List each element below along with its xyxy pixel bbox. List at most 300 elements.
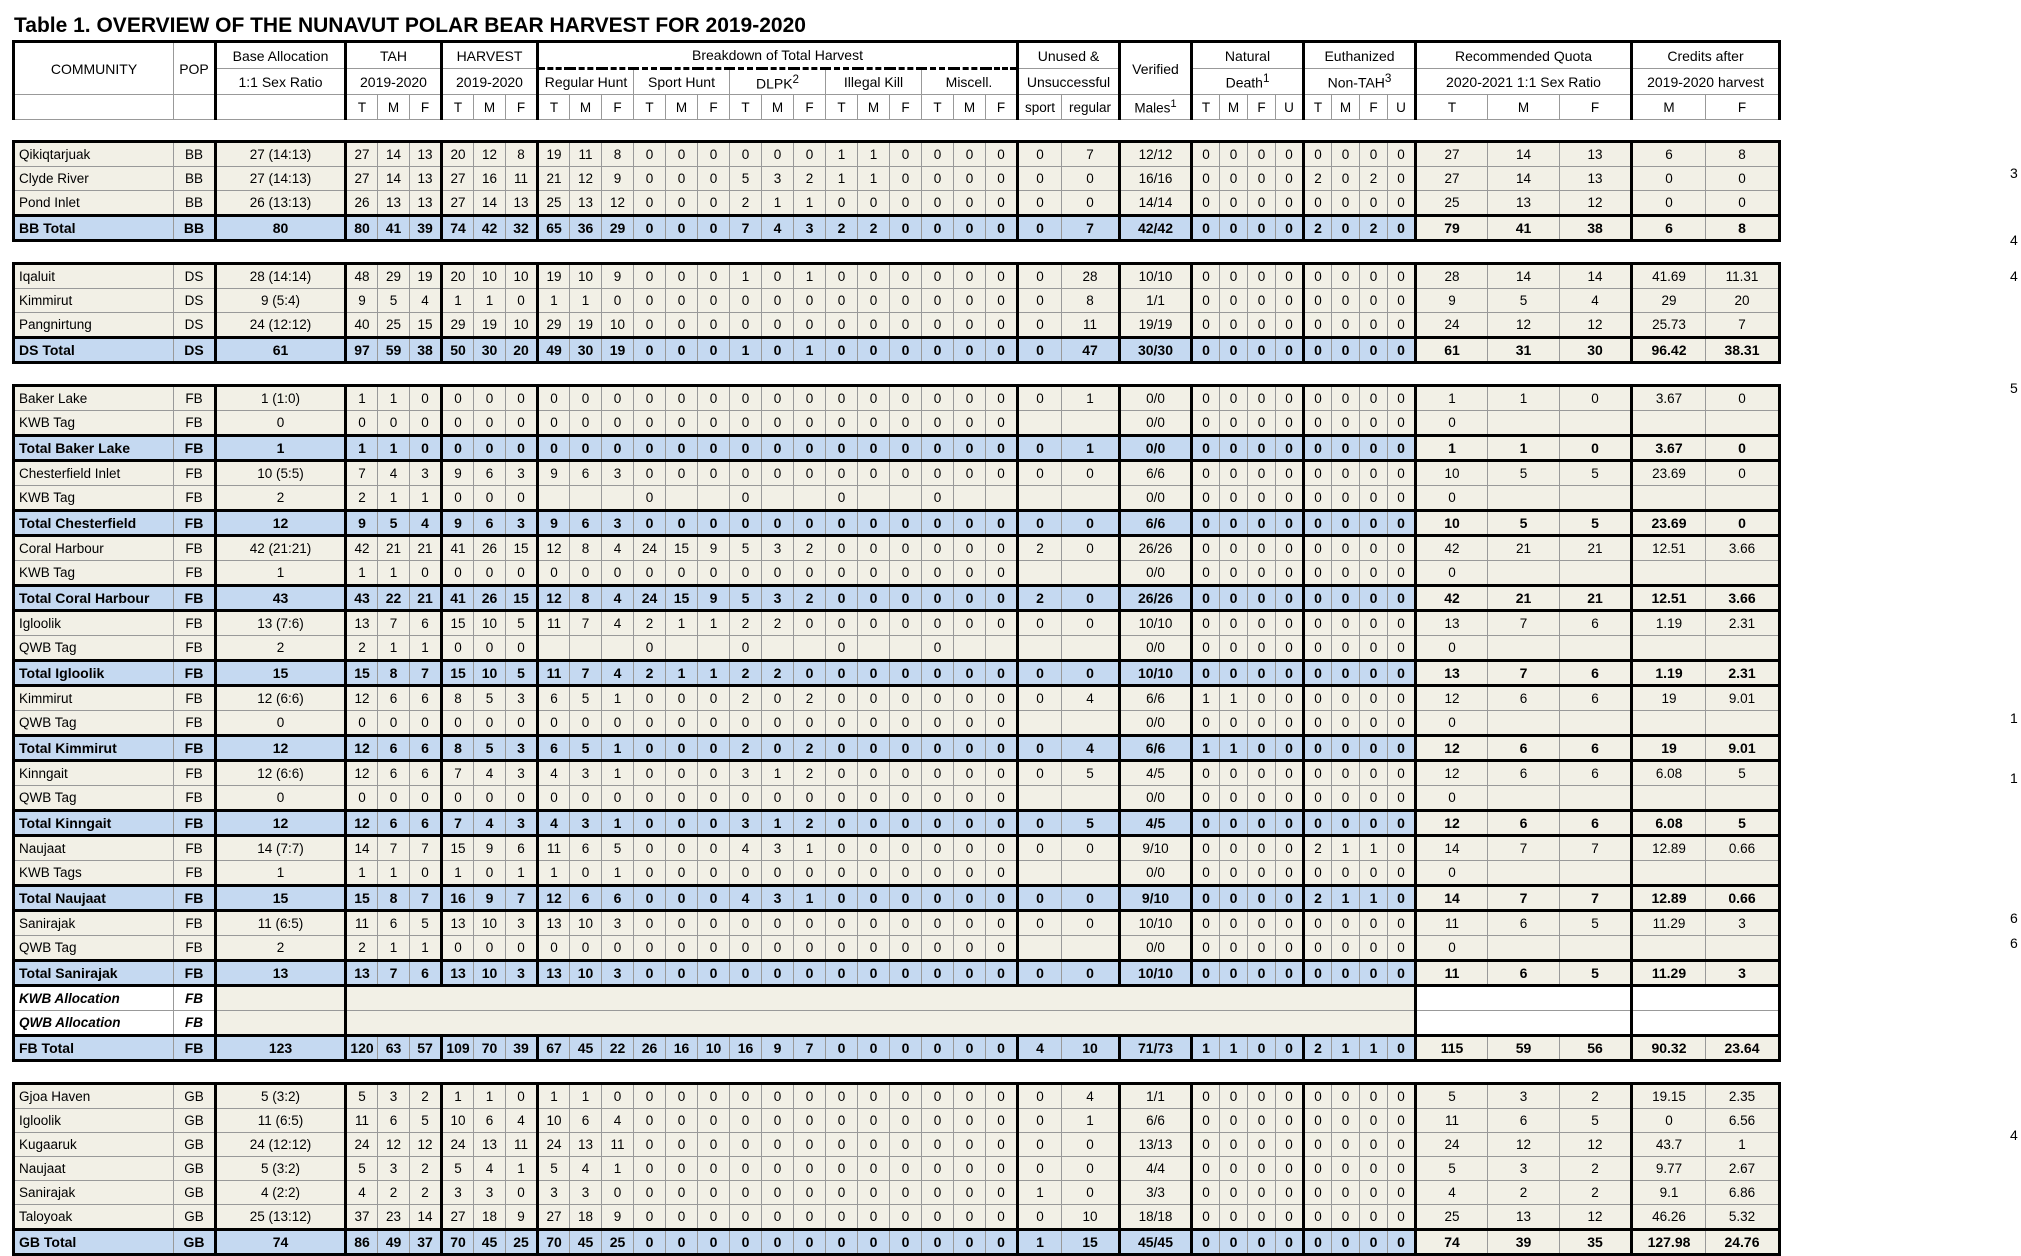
table-row xyxy=(14,289,1780,313)
value-cell: 0 xyxy=(474,786,506,811)
value-cell: 0 xyxy=(986,911,1018,936)
value-cell: 0 xyxy=(1248,1084,1276,1109)
subheader-cell: F xyxy=(1706,95,1780,120)
value-cell: 0 xyxy=(1192,911,1220,936)
value-cell: 6 xyxy=(538,686,570,711)
value-cell: 3 xyxy=(538,1181,570,1205)
value-cell: 30 xyxy=(1560,338,1632,363)
value-cell: 0 xyxy=(698,289,730,313)
value-cell xyxy=(1062,711,1120,736)
value-cell: 1 xyxy=(602,811,634,836)
value-cell: 3 xyxy=(506,511,538,536)
value-cell: 4 xyxy=(474,1157,506,1181)
value-cell: 0 xyxy=(922,686,954,711)
value-cell: 13/13 xyxy=(1120,1133,1192,1157)
value-cell: 0 xyxy=(1332,167,1360,191)
header-harvest-2: 2019-2020 xyxy=(442,69,538,95)
value-cell: 2 xyxy=(634,611,666,636)
value-cell xyxy=(1488,561,1560,586)
value-cell: 46.26 xyxy=(1632,1205,1706,1230)
value-cell: 0 xyxy=(794,711,826,736)
value-cell: 1 xyxy=(538,289,570,313)
value-cell: 0 xyxy=(1332,1230,1360,1255)
pop-cell: BB xyxy=(174,191,216,216)
value-cell: 0 xyxy=(1304,511,1332,536)
value-cell: 0 xyxy=(922,586,954,611)
value-cell: 0 xyxy=(1304,191,1332,216)
value-cell: 0 xyxy=(954,216,986,241)
value-cell: 0 xyxy=(1304,1181,1332,1205)
value-cell xyxy=(1632,786,1706,811)
pop-cell: FB xyxy=(174,736,216,761)
value-cell: 0 xyxy=(666,861,698,886)
value-cell: 0 xyxy=(826,786,858,811)
value-cell: 0 xyxy=(1220,961,1248,986)
value-cell: 9.1 xyxy=(1632,1181,1706,1205)
value-cell: 9 xyxy=(346,511,378,536)
value-cell: 0 xyxy=(1332,711,1360,736)
value-cell: 48 xyxy=(346,264,378,289)
value-cell: 0 xyxy=(1332,511,1360,536)
value-cell: 9 xyxy=(506,1205,538,1230)
value-cell: 1 xyxy=(378,861,410,886)
value-cell: 0 xyxy=(762,338,794,363)
value-cell: 31 xyxy=(1488,338,1560,363)
value-cell: 2 xyxy=(346,636,378,661)
value-cell: 0 xyxy=(666,289,698,313)
value-cell: 25 xyxy=(378,313,410,338)
value-cell: 0 xyxy=(474,936,506,961)
value-cell: 42 xyxy=(474,216,506,241)
value-cell: 6 xyxy=(378,736,410,761)
value-cell: 3 xyxy=(762,586,794,611)
value-cell: 7 xyxy=(794,1036,826,1061)
value-cell: 0 xyxy=(1018,886,1062,911)
value-cell: 29 xyxy=(1632,289,1706,313)
value-cell: 13 xyxy=(346,961,378,986)
value-cell: 0 xyxy=(634,861,666,886)
value-cell: 9 xyxy=(442,461,474,486)
value-cell: 0 xyxy=(1388,761,1416,786)
value-cell: 1 xyxy=(794,338,826,363)
value-cell: 0 xyxy=(986,1157,1018,1181)
value-cell: 0 xyxy=(730,786,762,811)
value-cell: 1 xyxy=(378,936,410,961)
value-cell: 3 xyxy=(506,461,538,486)
value-cell: 1 xyxy=(1062,386,1120,411)
value-cell: 0 xyxy=(1276,936,1304,961)
value-cell: 0 xyxy=(698,786,730,811)
value-cell: 0 xyxy=(794,611,826,636)
value-cell: 0 xyxy=(1248,511,1276,536)
value-cell: 0 xyxy=(954,536,986,561)
table-row xyxy=(14,191,1780,216)
value-cell: 8 xyxy=(602,142,634,167)
value-cell: 0 xyxy=(794,313,826,338)
value-cell: 42 xyxy=(1416,586,1488,611)
value-cell: 0 xyxy=(1018,191,1062,216)
value-cell: 10 xyxy=(1062,1205,1120,1230)
value-cell: 0 xyxy=(1332,911,1360,936)
value-cell xyxy=(698,486,730,511)
value-cell: 2.31 xyxy=(1706,661,1780,686)
value-cell: 0 xyxy=(1332,611,1360,636)
value-cell: 2 xyxy=(826,216,858,241)
value-cell: 0 xyxy=(1018,1205,1062,1230)
value-cell: 0 xyxy=(922,711,954,736)
value-cell: 6 xyxy=(410,761,442,786)
value-cell xyxy=(1018,936,1062,961)
value-cell: 0 xyxy=(1220,191,1248,216)
value-cell: 0 xyxy=(570,386,602,411)
value-cell: 15 xyxy=(216,661,346,686)
community-cell: Total Sanirajak xyxy=(14,961,174,986)
value-cell: 11 xyxy=(346,911,378,936)
value-cell: 0 xyxy=(794,1109,826,1133)
community-cell: Total Igloolik xyxy=(14,661,174,686)
value-cell: 0 xyxy=(1304,936,1332,961)
value-cell: 0 xyxy=(1018,761,1062,786)
value-cell: 0 xyxy=(954,191,986,216)
value-cell: 6 xyxy=(1488,686,1560,711)
value-cell: 0 xyxy=(922,411,954,436)
value-cell: 3 xyxy=(570,761,602,786)
value-cell: 13 xyxy=(410,191,442,216)
value-cell: 3 xyxy=(506,686,538,711)
value-cell: 0 xyxy=(890,861,922,886)
value-cell: 0 xyxy=(986,661,1018,686)
header-pop: POP xyxy=(174,42,216,95)
subheader-cell: regular xyxy=(1062,95,1120,120)
value-cell: 0 xyxy=(634,1205,666,1230)
value-cell: 61 xyxy=(216,338,346,363)
value-cell xyxy=(1062,411,1120,436)
value-cell: 0 xyxy=(858,264,890,289)
value-cell: 0 xyxy=(634,686,666,711)
value-cell: 0 xyxy=(890,167,922,191)
value-cell: 0 xyxy=(890,1084,922,1109)
value-cell: 0.66 xyxy=(1706,836,1780,861)
value-cell: 24.76 xyxy=(1706,1230,1780,1255)
value-cell xyxy=(1018,786,1062,811)
value-cell: 0 xyxy=(1332,1133,1360,1157)
value-cell: 23.69 xyxy=(1632,511,1706,536)
value-cell: 0 xyxy=(1360,511,1388,536)
community-cell: Iqaluit xyxy=(14,264,174,289)
value-cell: 0 xyxy=(730,1109,762,1133)
subheader-cell: M xyxy=(474,95,506,120)
value-cell: 19.15 xyxy=(1632,1084,1706,1109)
value-cell: 0 xyxy=(1304,1084,1332,1109)
value-cell: 97 xyxy=(346,338,378,363)
value-cell: 0 xyxy=(954,686,986,711)
value-cell: 0 xyxy=(634,216,666,241)
value-cell: 0 xyxy=(1304,586,1332,611)
value-cell: 2 xyxy=(1304,216,1332,241)
value-cell: 21 xyxy=(1560,536,1632,561)
value-cell: 2 xyxy=(730,686,762,711)
value-cell: 0 xyxy=(922,911,954,936)
value-cell: 25 xyxy=(1416,191,1488,216)
header-miscell: Miscell. xyxy=(922,69,1018,95)
value-cell: 0 xyxy=(1360,861,1388,886)
value-cell: 0 xyxy=(1248,411,1276,436)
value-cell: 109 xyxy=(442,1036,474,1061)
value-cell: 3 xyxy=(794,216,826,241)
value-cell: 0 xyxy=(794,1084,826,1109)
allocation-quota-blank xyxy=(1416,1011,1632,1036)
value-cell: 0 xyxy=(666,386,698,411)
value-cell: 10 xyxy=(474,611,506,636)
value-cell: 0 xyxy=(826,313,858,338)
table-row xyxy=(14,636,1780,661)
subheader-cell: F xyxy=(794,95,826,120)
value-cell: 2 xyxy=(730,611,762,636)
header-base-allocation-2: 1:1 Sex Ratio xyxy=(216,69,346,95)
value-cell: 5 xyxy=(1488,461,1560,486)
value-cell: 3 xyxy=(1488,1084,1560,1109)
value-cell: 0 xyxy=(890,886,922,911)
value-cell: 15 xyxy=(346,886,378,911)
value-cell: 12 xyxy=(1560,1205,1632,1230)
total-row xyxy=(14,511,1780,536)
value-cell: 0 xyxy=(986,736,1018,761)
value-cell: 4 xyxy=(474,811,506,836)
value-cell: 0 xyxy=(442,786,474,811)
value-cell: 1 xyxy=(538,1084,570,1109)
value-cell: 0 xyxy=(1248,313,1276,338)
value-cell: 0 xyxy=(1332,661,1360,686)
header-breakdown: Breakdown of Total Harvest xyxy=(538,42,1018,69)
value-cell: 0 xyxy=(890,836,922,861)
value-cell: 4 xyxy=(1018,1036,1062,1061)
value-cell: 5 xyxy=(410,911,442,936)
value-cell: 0 xyxy=(986,264,1018,289)
value-cell: 0 xyxy=(954,461,986,486)
value-cell: 0 xyxy=(698,886,730,911)
value-cell: 0 xyxy=(730,1181,762,1205)
value-cell: 0 xyxy=(826,611,858,636)
value-cell: 0 xyxy=(1192,338,1220,363)
value-cell xyxy=(762,636,794,661)
value-cell: 0 xyxy=(1192,142,1220,167)
value-cell: 0 xyxy=(794,142,826,167)
value-cell: 0 xyxy=(1276,886,1304,911)
value-cell: 0 xyxy=(666,142,698,167)
value-cell: 25 xyxy=(1416,1205,1488,1230)
value-cell: 3 xyxy=(506,911,538,936)
value-cell: 0 xyxy=(666,1205,698,1230)
footnote-marker: 3 xyxy=(2010,165,2018,181)
table-row xyxy=(14,611,1780,636)
value-cell xyxy=(1706,861,1780,886)
table-row xyxy=(14,167,1780,191)
value-cell: 2 xyxy=(730,191,762,216)
value-cell: 0 xyxy=(1276,611,1304,636)
value-cell: 0 xyxy=(1276,338,1304,363)
value-cell: 12 xyxy=(1416,761,1488,786)
subheader-cell: U xyxy=(1276,95,1304,120)
value-cell: 0 xyxy=(1192,289,1220,313)
value-cell: 4 xyxy=(602,661,634,686)
value-cell: 0 xyxy=(698,686,730,711)
table-row xyxy=(14,561,1780,586)
section-spacer xyxy=(14,1061,1780,1084)
value-cell xyxy=(1632,636,1706,661)
value-cell: 0 xyxy=(698,1181,730,1205)
value-cell: 9.01 xyxy=(1706,736,1780,761)
value-cell xyxy=(1488,786,1560,811)
value-cell: 6 xyxy=(1632,216,1706,241)
value-cell: 0 xyxy=(1304,736,1332,761)
value-cell: 0 xyxy=(378,711,410,736)
value-cell: 0 xyxy=(826,736,858,761)
value-cell: 0 xyxy=(922,486,954,511)
subheader-cell xyxy=(174,95,216,120)
value-cell: 0 xyxy=(634,836,666,861)
value-cell: 1.19 xyxy=(1632,611,1706,636)
value-cell: 0 xyxy=(762,1205,794,1230)
value-cell: 0 xyxy=(666,686,698,711)
value-cell: 3 xyxy=(602,911,634,936)
value-cell: 0 xyxy=(1192,561,1220,586)
value-cell: 21 xyxy=(410,586,442,611)
value-cell: 0 xyxy=(1388,1133,1416,1157)
value-cell: 12 xyxy=(602,191,634,216)
value-cell: 11.29 xyxy=(1632,961,1706,986)
value-cell: 0/0 xyxy=(1120,936,1192,961)
value-cell: 15 xyxy=(666,536,698,561)
value-cell: 6 xyxy=(570,511,602,536)
value-cell: 0 xyxy=(986,536,1018,561)
value-cell: 0 xyxy=(634,386,666,411)
community-cell: Kugaaruk xyxy=(14,1133,174,1157)
value-cell: 0 xyxy=(890,936,922,961)
value-cell: 1 xyxy=(538,861,570,886)
value-cell: 74 xyxy=(1416,1230,1488,1255)
value-cell: 0 xyxy=(826,264,858,289)
value-cell: 8 xyxy=(442,686,474,711)
value-cell: 0 xyxy=(730,561,762,586)
allocation-label: QWB Allocation xyxy=(14,1011,174,1036)
value-cell: 2 xyxy=(1360,167,1388,191)
value-cell: 3 xyxy=(378,1157,410,1181)
value-cell: 25 xyxy=(506,1230,538,1255)
value-cell: 0 xyxy=(730,511,762,536)
value-cell: 25 (13:12) xyxy=(216,1205,346,1230)
value-cell: 0 xyxy=(986,289,1018,313)
value-cell: 9 xyxy=(346,289,378,313)
value-cell: 0 xyxy=(1248,1036,1276,1061)
value-cell: 0 xyxy=(1192,461,1220,486)
value-cell: 7 xyxy=(1560,886,1632,911)
value-cell: 0 xyxy=(1304,536,1332,561)
value-cell: 0 xyxy=(890,961,922,986)
value-cell: 0 xyxy=(1304,1157,1332,1181)
value-cell: 0 xyxy=(1248,861,1276,886)
value-cell: 26 xyxy=(634,1036,666,1061)
value-cell: 5 xyxy=(474,686,506,711)
pop-cell: BB xyxy=(174,216,216,241)
pop-cell: FB xyxy=(174,811,216,836)
value-cell: 12 xyxy=(538,536,570,561)
value-cell: 0 xyxy=(858,386,890,411)
value-cell: 0 xyxy=(1360,711,1388,736)
value-cell: 0 xyxy=(1018,216,1062,241)
value-cell: 0 xyxy=(954,167,986,191)
value-cell: 0 xyxy=(826,586,858,611)
value-cell: 11 (6:5) xyxy=(216,1109,346,1133)
value-cell: 0 xyxy=(730,636,762,661)
value-cell: 12 (6:6) xyxy=(216,686,346,711)
value-cell: 0 xyxy=(858,1133,890,1157)
value-cell: 19 xyxy=(410,264,442,289)
value-cell: 0 xyxy=(1360,264,1388,289)
allocation-row xyxy=(14,1011,1780,1036)
value-cell: 1 xyxy=(698,611,730,636)
value-cell: 0 xyxy=(1220,1133,1248,1157)
value-cell: 2 xyxy=(1304,836,1332,861)
value-cell: 16 xyxy=(442,886,474,911)
value-cell: 7 xyxy=(378,611,410,636)
value-cell: 6 xyxy=(602,886,634,911)
value-cell: 0 xyxy=(1192,711,1220,736)
value-cell: 0 xyxy=(762,411,794,436)
value-cell: 1 xyxy=(1018,1230,1062,1255)
value-cell: 9 xyxy=(602,167,634,191)
value-cell: 0 xyxy=(762,936,794,961)
value-cell: 9 xyxy=(474,886,506,911)
value-cell: 0 xyxy=(570,411,602,436)
value-cell: 27 xyxy=(538,1205,570,1230)
value-cell: 0 xyxy=(634,436,666,461)
value-cell: 1 xyxy=(216,561,346,586)
pop-cell: FB xyxy=(174,711,216,736)
value-cell: 0 xyxy=(1276,911,1304,936)
value-cell: 12 xyxy=(346,736,378,761)
value-cell: 2 xyxy=(730,736,762,761)
value-cell: 9 xyxy=(474,836,506,861)
value-cell: 0 xyxy=(1248,1133,1276,1157)
value-cell: 0 xyxy=(1276,191,1304,216)
value-cell: 0 xyxy=(762,911,794,936)
value-cell: 0 xyxy=(1416,486,1488,511)
value-cell: 0 xyxy=(1062,661,1120,686)
value-cell: 0 xyxy=(922,167,954,191)
value-cell: 0 xyxy=(698,411,730,436)
value-cell: 0 xyxy=(794,961,826,986)
value-cell: 0 xyxy=(1304,961,1332,986)
value-cell: 0 xyxy=(890,313,922,338)
value-cell: 8 xyxy=(1706,142,1780,167)
value-cell: 7 xyxy=(378,961,410,986)
value-cell: 0 xyxy=(730,1205,762,1230)
value-cell: 0 xyxy=(634,936,666,961)
value-cell xyxy=(1706,786,1780,811)
value-cell: 0 xyxy=(762,736,794,761)
value-cell: 0 xyxy=(1416,636,1488,661)
value-cell: 0 xyxy=(634,711,666,736)
value-cell: 0 xyxy=(826,661,858,686)
value-cell: 0 xyxy=(602,1181,634,1205)
value-cell: 0 xyxy=(890,511,922,536)
value-cell: 0 xyxy=(922,142,954,167)
value-cell: 0 xyxy=(1360,486,1388,511)
value-cell: 0 xyxy=(698,736,730,761)
value-cell: 0 xyxy=(1248,1205,1276,1230)
table-row xyxy=(14,836,1780,861)
value-cell: 0 xyxy=(1388,911,1416,936)
